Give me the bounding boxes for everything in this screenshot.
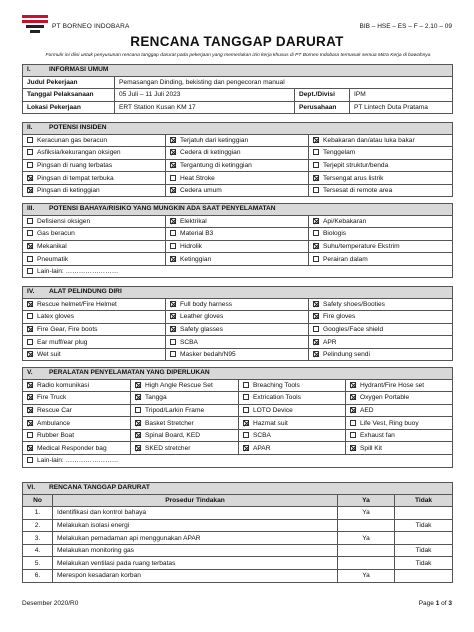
checkbox-item-breaching-tools[interactable] [239,379,346,392]
unchecked-box-icon[interactable] [27,256,33,262]
unchecked-box-icon[interactable] [313,162,319,168]
checked-box-icon[interactable] [27,394,33,400]
checkbox-label: AED [360,406,374,414]
row-ya: Ya [338,507,395,520]
unchecked-box-icon[interactable] [170,351,176,357]
unchecked-box-icon[interactable] [313,326,319,332]
table-row [23,544,453,557]
checkbox-label: Hydrant/Fire Hose set [360,381,425,389]
checkbox-item-tripod-larkin-frame[interactable] [131,404,239,417]
lokasi-label: Lokasi Pekerjaan [23,101,115,114]
checkbox-item-material-b3[interactable] [166,228,309,241]
rencana-table [22,482,453,583]
checkbox-item-pingsan-di-ruang-terbatas[interactable] [23,159,166,172]
checkbox-label: SCBA [180,338,198,346]
checkbox-label: Fire Gear, Fire boots [37,325,98,333]
checkbox-label: Keracunan gas beracun [37,136,108,144]
checked-box-icon[interactable] [350,382,356,388]
checkbox-label: Ketinggian [180,255,212,263]
checkbox-item-high-angle-rescue-set[interactable] [131,379,239,392]
checkbox-label: Material B3 [180,230,214,238]
checkbox-label: Safety shoes/Booties [323,300,385,308]
checkbox-item-asfiksia-kekurangan-oksigen[interactable] [23,147,166,160]
table-row [23,570,453,583]
checkbox-item-tenggelam[interactable] [309,147,453,160]
checkbox-label: LOTO Device [253,406,293,414]
page-title: RENCANA TANGGAP DARURAT [130,34,344,49]
checkbox-item-leather-gloves[interactable] [166,311,309,324]
dept-label: Dept./Divisi [295,89,350,102]
checkbox-label: APR [323,338,337,346]
checkbox-label: Basket Stretcher [145,419,194,427]
checkbox-label: Terjepit struktur/benda [323,161,389,169]
checkbox-label: Medical Responder bag [37,444,107,452]
unchecked-box-icon[interactable] [27,137,33,143]
checkbox-label: Terjatuh dari ketinggian [180,136,249,144]
checked-box-icon[interactable] [27,351,33,357]
row-prosedur: Melakukan pemadaman api menggunakan APAR [53,532,338,545]
checkbox-item-fire-truck[interactable] [23,392,131,405]
section-header-potensi: II. POTENSI INSIDEN [23,123,453,135]
checkbox-label: Pingsan di tempat terbuka [37,174,114,182]
col-no-header: No [23,494,53,507]
checkbox-label: Tersesat di remote area [323,187,393,195]
row-tidak: Tidak [395,544,453,557]
checkbox-label: Fire Truck [37,394,67,402]
checkbox-label: Fire gloves [323,313,356,321]
checkbox-label: Rescue Car [37,406,72,414]
checkbox-label: Tergantung di ketinggian [180,161,252,169]
checkbox-label: Hazmat suit [253,419,288,427]
checkbox-item-aed[interactable] [346,404,453,417]
unchecked-box-icon[interactable] [313,256,319,262]
checked-box-icon[interactable] [135,445,141,451]
checkbox-label: SCBA [253,432,271,440]
checkbox-item-tersengat-arus-listrik[interactable] [309,172,453,185]
checked-box-icon[interactable] [170,256,176,262]
row-number: 2. [23,519,53,532]
checkbox-label: High Angle Rescue Set [145,381,213,389]
checkbox-label: Defisiensi oksigen [37,217,91,225]
checkbox-label: Rescue helmet/Fire Helmet [37,300,117,308]
checkbox-item-life-vest-ring-buoy[interactable] [346,417,453,430]
checkbox-item-tangga[interactable] [131,392,239,405]
checkbox-label: Mekanikal [37,242,67,250]
checkbox-item-pneumatik[interactable] [23,253,166,266]
unchecked-box-icon[interactable] [135,407,141,413]
page-subtitle: Formulir ini diisi untuk penyusunan rencana tanggap darurat pada pekerjaan yang memerlukan izin kerja khusus di PT Borneo Indobara termasuk semua Mitra Kerja di bawahnya [45,53,431,58]
checkbox-item-terjatuh-dari-ketinggian[interactable] [166,134,309,147]
checkbox-label: Spinal Board, KED [145,432,200,440]
checkbox-label: Pelindung sendi [323,351,370,359]
checkbox-item-pelindung-sendi[interactable] [309,348,453,361]
checkbox-item-defisiensi-oksigen[interactable] [23,215,166,228]
row-ya [338,544,395,557]
tanggal-value: 05 Juli – 11 Juli 2023 [115,89,295,102]
checkbox-label: Pingsan di ruang terbatas [37,161,113,169]
checkbox-item-terjepit-struktur-benda[interactable] [309,159,453,172]
row-tidak: Tidak [395,557,453,570]
checkbox-label: Rubber Boat [37,432,75,440]
checkbox-item-latex-gloves[interactable] [23,311,166,324]
section-header-rencana: VI. RENCANA TANGGAP DARURAT [23,483,453,495]
checkbox-label: Full body harness [180,300,233,308]
checkbox-item-tergantung-di-ketinggian[interactable] [166,159,309,172]
checked-box-icon[interactable] [27,420,33,426]
table-row [23,532,453,545]
row-prosedur: Identifikasi dan kontrol bahaya [53,507,338,520]
checked-box-icon[interactable] [243,445,249,451]
col-prosedur-header: Prosedur Tindakan [53,494,338,507]
checkbox-item-kebakaran-dan-atau-luka-bakar[interactable] [309,134,453,147]
unchecked-box-icon[interactable] [27,313,33,319]
checkbox-item-googles-face-shield[interactable] [309,323,453,336]
checkbox-item-scba[interactable] [166,336,309,349]
checked-box-icon[interactable] [243,420,249,426]
checkbox-item-rescue-helmet-fire-helmet[interactable] [23,298,166,311]
checked-box-icon[interactable] [313,339,319,345]
checked-box-icon[interactable] [313,243,319,249]
checkbox-label: Pingsan di ketinggian [37,187,100,195]
checkbox-label: Kebakaran dan/atau luka bakar [323,136,415,144]
checkbox-item-hidrolik[interactable] [166,240,309,253]
checkbox-item-loto-device[interactable] [239,404,346,417]
lokasi-value: ERT Station Kusan KM 17 [115,101,295,114]
checked-box-icon[interactable] [170,218,176,224]
checkbox-item-exhaust-fan[interactable] [346,429,453,442]
checkbox-label: APAR [253,444,271,452]
checkbox-item-extrication-tools[interactable] [239,392,346,405]
bahaya-table [22,203,453,278]
checkbox-item-rubber-boat[interactable] [23,429,131,442]
checkbox-item-spill-kit[interactable] [346,442,453,455]
potensi-table [22,122,453,197]
checkbox-item-suhu-temperature-ekstrim[interactable] [309,240,453,253]
checkbox-label: Elektrikal [180,217,207,225]
checkbox-item-apr[interactable] [309,336,453,349]
checkbox-label: Oxygen Portable [360,394,410,402]
checkbox-item-oxygen-portable[interactable] [346,392,453,405]
checkbox-item-hydrant-fire-hose-set[interactable] [346,379,453,392]
unchecked-box-icon[interactable] [350,432,356,438]
checkbox-item-pingsan-di-tempat-terbuka[interactable] [23,172,166,185]
row-prosedur: Melakukan monitoring gas [53,544,338,557]
unchecked-box-icon[interactable] [170,243,176,249]
judul-label: Judul Pekerjaan [23,76,115,89]
checkbox-label: Biologis [323,230,347,238]
unchecked-box-icon[interactable] [313,187,319,193]
unchecked-box-icon[interactable] [313,230,319,236]
checkbox-item-sked-stretcher[interactable] [131,442,239,455]
checkbox-label: Asfiksia/kekurangan oksigen [37,149,121,157]
checked-box-icon[interactable] [27,445,33,451]
unchecked-box-icon[interactable] [27,268,33,274]
checkbox-label: Radio komunikasi [37,381,90,389]
checkbox-label: Wet suit [37,351,61,359]
checkbox-item-apar[interactable] [239,442,346,455]
checked-box-icon[interactable] [313,313,319,319]
checkbox-label: Latex gloves [37,313,75,321]
lain-lain-item[interactable] [23,455,453,468]
checkbox-item-gas-beracun[interactable] [23,228,166,241]
checked-box-icon[interactable] [313,137,319,143]
row-number: 5. [23,557,53,570]
company-name: PT BORNEO INDOBARA [52,23,130,30]
checkbox-label: Cedera umum [180,187,222,195]
checkbox-item-heat-stroke[interactable] [166,172,309,185]
checkbox-item-mekanikal[interactable] [23,240,166,253]
checkbox-item-elektrikal[interactable] [166,215,309,228]
document-number: BIB – HSE – ES – F – 2.10 – 09 [359,23,452,30]
row-prosedur: Merespon kesadaran korban [53,570,338,583]
checked-box-icon[interactable] [27,187,33,193]
checked-box-icon[interactable] [135,382,141,388]
row-prosedur: Melakukan ventilasi pada ruang terbatas [53,557,338,570]
unchecked-box-icon[interactable] [350,420,356,426]
footer-page: Page 1 of 3 [418,600,452,607]
checked-box-icon[interactable] [27,243,33,249]
row-ya [338,519,395,532]
apd-table [22,286,453,361]
checked-box-icon[interactable] [170,301,176,307]
checkbox-label: Hidrolik [180,242,202,250]
checkbox-item-masker-bedah-n95[interactable] [166,348,309,361]
checkbox-label: Tersengat arus listrik [323,174,384,182]
checkbox-item-keracunan-gas-beracun[interactable] [23,134,166,147]
row-ya: Ya [338,570,395,583]
checked-box-icon[interactable] [170,137,176,143]
perusahaan-label: Perusahaan [295,101,350,114]
checkbox-item-medical-responder-bag[interactable] [23,442,131,455]
row-number: 4. [23,544,53,557]
unchecked-box-icon[interactable] [170,175,176,181]
checkbox-label: Pneumatik [37,255,69,263]
checked-box-icon[interactable] [27,407,33,413]
unchecked-box-icon[interactable] [27,339,33,345]
checkbox-label: Safety glasses [180,325,223,333]
section-header-bahaya: III. POTENSI BAHAYA/RISIKO YANG MUNGKIN ADA SAAT PENYELAMATAN [23,204,453,216]
checkbox-label: Gas beracun [37,230,75,238]
checked-box-icon[interactable] [170,326,176,332]
checkbox-label: Perairan dalam [323,255,368,263]
table-row [23,557,453,570]
checked-box-icon[interactable] [313,218,319,224]
checked-box-icon[interactable] [313,175,319,181]
checkbox-item-hazmat-suit[interactable] [239,417,346,430]
checkbox-item-safety-shoes-booties[interactable] [309,298,453,311]
checkbox-item-fire-gloves[interactable] [309,311,453,324]
checkbox-label: Leather gloves [180,313,224,321]
lain-lain-item[interactable] [23,265,453,278]
dept-value: IPM [350,89,453,102]
unchecked-box-icon[interactable] [27,149,33,155]
section-header-peralatan: V. PERALATAN PENYELAMATAN YANG DIPERLUKAN [23,368,453,380]
table-row [23,507,453,520]
unchecked-box-icon[interactable] [170,339,176,345]
checkbox-label: SKED stretcher [145,444,191,452]
checkbox-item-radio-komunikasi[interactable] [23,379,131,392]
row-ya: Ya [338,532,395,545]
checked-box-icon[interactable] [27,301,33,307]
row-number: 1. [23,507,53,520]
checkbox-label: Heat Stroke [180,174,215,182]
col-ya-header: Ya [338,494,395,507]
checkbox-item-spinal-board-ked[interactable] [131,429,239,442]
unchecked-box-icon[interactable] [27,457,33,463]
table-row [23,519,453,532]
checked-box-icon[interactable] [170,149,176,155]
checkbox-item-ear-muff-ear-plug[interactable] [23,336,166,349]
tanggal-label: Tanggal Pelaksanaan [23,89,115,102]
info-table [22,64,453,114]
checked-box-icon[interactable] [350,407,356,413]
checked-box-icon[interactable] [135,394,141,400]
row-tidak [395,532,453,545]
checkbox-item-api-kebakaran[interactable] [309,215,453,228]
checkbox-label: Extrication Tools [253,394,301,402]
checked-box-icon[interactable] [313,351,319,357]
checkbox-label: Breaching Tools [253,381,300,389]
checkbox-item-basket-stretcher[interactable] [131,417,239,430]
checked-box-icon[interactable] [313,301,319,307]
perusahaan-value: PT Lintech Duta Pratama [350,101,453,114]
checkbox-label: Spill Kit [360,444,382,452]
checked-box-icon[interactable] [27,326,33,332]
checkbox-item-cedera-di-ketinggian[interactable] [166,147,309,160]
peralatan-table [22,367,453,468]
checkbox-item-perairan-dalam[interactable] [309,253,453,266]
unchecked-box-icon[interactable] [27,432,33,438]
checked-box-icon[interactable] [170,187,176,193]
checkbox-item-safety-glasses[interactable] [166,323,309,336]
checkbox-item-tersesat-di-remote-area[interactable] [309,184,453,197]
section-header-info: I. INFORMASI UMUM [23,65,453,77]
checkbox-label: Life Vest, Ring buoy [360,419,419,427]
lain-lain-label: Lain-lain: …………………… [37,268,119,276]
checkbox-label: Api/Kebakaran [323,217,367,225]
unchecked-box-icon[interactable] [243,432,249,438]
checkbox-item-ketinggian[interactable] [166,253,309,266]
row-prosedur: Melakukan isolasi energi [53,519,338,532]
checkbox-item-pingsan-di-ketinggian[interactable] [23,184,166,197]
checkbox-item-ambulance[interactable] [23,417,131,430]
checkbox-item-scba[interactable] [239,429,346,442]
checked-box-icon[interactable] [135,420,141,426]
checked-box-icon[interactable] [350,445,356,451]
unchecked-box-icon[interactable] [243,394,249,400]
unchecked-box-icon[interactable] [27,230,33,236]
checkbox-label: Cedera di ketinggian [180,149,241,157]
checkbox-label: Tripod/Larkin Frame [145,406,205,414]
row-tidak [395,570,453,583]
checkbox-label: Ear muff/ear plug [37,338,88,346]
checkbox-item-biologis[interactable] [309,228,453,241]
unchecked-box-icon[interactable] [27,218,33,224]
company-logo [22,15,48,33]
checked-box-icon[interactable] [170,313,176,319]
unchecked-box-icon[interactable] [27,162,33,168]
checkbox-label: Exhaust fan [360,432,395,440]
row-tidak: Tidak [395,519,453,532]
row-number: 3. [23,532,53,545]
row-number: 6. [23,570,53,583]
row-ya [338,557,395,570]
unchecked-box-icon[interactable] [243,407,249,413]
judul-value: Pemasangan Dinding, bekisting dan pengecoran manual [115,76,453,89]
row-tidak [395,507,453,520]
lain-lain-label: Lain-lain: …………………… [37,457,119,465]
checked-box-icon[interactable] [27,382,33,388]
checkbox-item-full-body-harness[interactable] [166,298,309,311]
checkbox-label: Ambulance [37,419,70,427]
checkbox-label: Tangga [145,394,167,402]
checkbox-item-cedera-umum[interactable] [166,184,309,197]
checkbox-label: Masker bedah/N95 [180,351,236,359]
footer-revision: Desember 2020/R0 [22,600,79,607]
checked-box-icon[interactable] [135,432,141,438]
unchecked-box-icon[interactable] [243,382,249,388]
checkbox-label: Googles/Face shield [323,325,384,333]
checkbox-item-wet-suit[interactable] [23,348,166,361]
checkbox-label: Suhu/temperature Ekstrim [323,242,400,250]
checkbox-item-fire-gear-fire-boots[interactable] [23,323,166,336]
unchecked-box-icon[interactable] [313,149,319,155]
checkbox-item-rescue-car[interactable] [23,404,131,417]
checked-box-icon[interactable] [170,162,176,168]
checkbox-label: Tenggelam [323,149,356,157]
col-tidak-header: Tidak [395,494,453,507]
section-header-apd: IV. ALAT PELINDUNG DIRI [23,287,453,299]
unchecked-box-icon[interactable] [170,230,176,236]
checked-box-icon[interactable] [350,394,356,400]
checked-box-icon[interactable] [27,175,33,181]
